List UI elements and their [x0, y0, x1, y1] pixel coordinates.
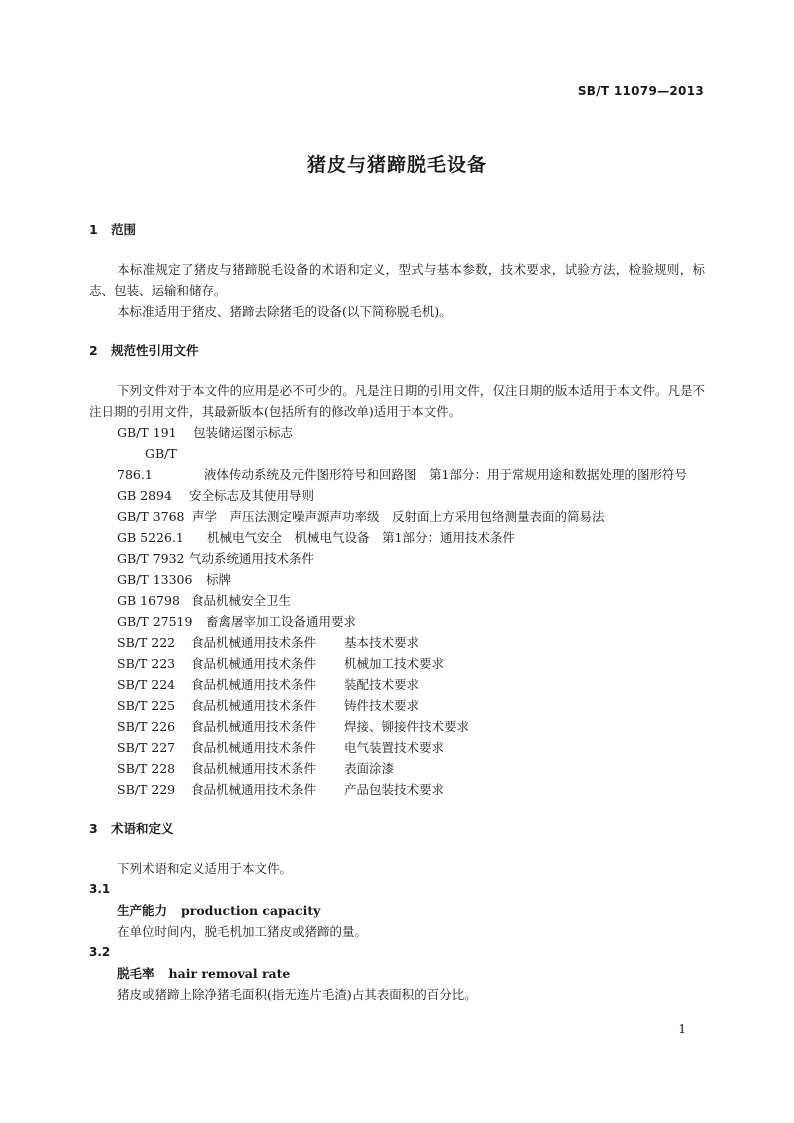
- reference-subtitle: 装配技术要求: [344, 677, 420, 692]
- reference-item: [89, 569, 705, 590]
- section-number: 1: [89, 222, 98, 237]
- references-intro: 下列文件对于本文件的应用是必不可少的。凡是注日期的引用文件，仅注日期的版本适用于本文件。凡是不注日期的引用文件，其最新版本(包括所有的修改单)适用于本文件。: [89, 383, 705, 419]
- reference-code: GB/T 7932: [117, 551, 185, 566]
- reference-title: 畜禽屠宰加工设备通用要求: [206, 614, 357, 629]
- reference-code: SB/T 229: [117, 782, 176, 797]
- reference-code: GB 2894: [117, 488, 172, 503]
- clause-number: 3.2: [89, 945, 111, 959]
- reference-title: 包装储运图示标志: [193, 425, 294, 440]
- reference-code: SB/T 225: [117, 698, 176, 713]
- reference-part: 第1部分：用于常规用途和数据处理的图形符号: [429, 467, 687, 482]
- reference-item: [89, 548, 705, 569]
- reference-code: SB/T 226: [117, 719, 176, 734]
- term-definition: 猪皮或猪蹄上除净猪毛面积(指无连片毛渣)占其表面积的百分比。: [117, 987, 477, 1002]
- reference-code: GB 16798: [117, 593, 180, 608]
- section-2-heading: [89, 341, 705, 361]
- page-number: 1: [678, 1022, 686, 1036]
- section-1-heading: [89, 220, 705, 240]
- reference-title: 食品机械通用技术条件: [191, 698, 317, 713]
- reference-title: 食品机械安全卫生: [191, 593, 292, 608]
- section-number: 3: [89, 821, 98, 836]
- term-chinese: 脱毛率: [117, 966, 155, 981]
- reference-title: 食品机械通用技术条件: [191, 740, 317, 755]
- document-title: 猪皮与猪蹄脱毛设备: [306, 154, 487, 176]
- term-english: production capacity: [181, 903, 321, 918]
- scope-paragraph-1: 本标准规定了猪皮与猪蹄脱毛设备的术语和定义，型式与基本参数，技术要求，试验方法，检验规则，标志、包装、运输和储存。: [89, 262, 705, 298]
- reference-code: GB/T 191: [117, 425, 177, 440]
- section-number: 2: [89, 343, 98, 358]
- reference-item: [89, 485, 705, 506]
- reference-code: SB/T 228: [117, 761, 176, 776]
- section-3-heading: [89, 819, 705, 839]
- section-title: 术语和定义: [111, 821, 174, 836]
- reference-code: SB/T 227: [117, 740, 176, 755]
- reference-title: 食品机械通用技术条件: [191, 782, 317, 797]
- standard-code: SB/T 11079—2013: [577, 84, 704, 98]
- term-definition: 在单位时间内，脱毛机加工猪皮或猪蹄的量。: [117, 924, 368, 939]
- reference-title: 声学 声压法测定噪声源声功率级 反射面上方采用包络测量表面的简易法: [192, 509, 605, 524]
- reference-title: 食品机械通用技术条件: [191, 635, 317, 650]
- reference-title: 食品机械通用技术条件: [191, 719, 317, 734]
- reference-item: [89, 674, 705, 695]
- reference-item: [89, 632, 705, 653]
- reference-title: 安全标志及其使用导则: [189, 488, 315, 503]
- reference-item: [89, 779, 705, 800]
- reference-item: [89, 443, 705, 485]
- reference-item: [89, 758, 705, 779]
- reference-item: [89, 737, 705, 758]
- reference-item: [89, 716, 705, 737]
- reference-subtitle: 产品包装技术要求: [344, 782, 445, 797]
- reference-code: GB 5226.1: [117, 530, 184, 545]
- reference-subtitle: 基本技术要求: [344, 635, 420, 650]
- reference-title: 食品机械通用技术条件: [191, 656, 317, 671]
- reference-code: SB/T 222: [117, 635, 176, 650]
- reference-code: GB/T 13306: [117, 572, 193, 587]
- section-title: 范围: [111, 222, 137, 237]
- reference-title: 液体传动系统及元件图形符号和回路图: [204, 467, 417, 482]
- scope-paragraph-2: 本标准适用于猪皮、猪蹄去除猪毛的设备(以下简称脱毛机)。: [117, 304, 452, 319]
- terms-intro: 下列术语和定义适用于本文件。: [117, 861, 293, 876]
- document-body: [89, 220, 705, 1005]
- reference-code: GB/T 27519: [117, 614, 193, 629]
- reference-item: [89, 422, 705, 443]
- reference-item: [89, 695, 705, 716]
- term-entry: [89, 963, 705, 984]
- reference-title: 标牌: [206, 572, 232, 587]
- reference-code: GB/T 3768: [117, 509, 185, 524]
- reference-subtitle: 焊接、铆接件技术要求: [344, 719, 470, 734]
- term-chinese: 生产能力: [117, 903, 168, 918]
- reference-item: [89, 590, 705, 611]
- reference-title: 机械电气安全 机械电气设备 第1部分：通用技术条件: [207, 530, 515, 545]
- clause-number: 3.1: [89, 882, 111, 896]
- reference-title: 食品机械通用技术条件: [191, 761, 317, 776]
- reference-title: 食品机械通用技术条件: [191, 677, 317, 692]
- reference-item: [89, 506, 705, 527]
- reference-title: 气动系统通用技术条件: [189, 551, 315, 566]
- reference-item: [89, 611, 705, 632]
- reference-code: SB/T 223: [117, 656, 176, 671]
- reference-code: GB/T 786.1: [117, 446, 177, 482]
- reference-code: SB/T 224: [117, 677, 176, 692]
- reference-subtitle: 电气装置技术要求: [344, 740, 445, 755]
- term-english: hair removal rate: [168, 966, 291, 981]
- reference-subtitle: 机械加工技术要求: [344, 656, 445, 671]
- reference-item: [89, 527, 705, 548]
- section-title: 规范性引用文件: [111, 343, 199, 358]
- term-entry: [89, 900, 705, 921]
- reference-subtitle: 表面涂漆: [344, 761, 395, 776]
- reference-subtitle: 铸件技术要求: [344, 698, 420, 713]
- reference-item: [89, 653, 705, 674]
